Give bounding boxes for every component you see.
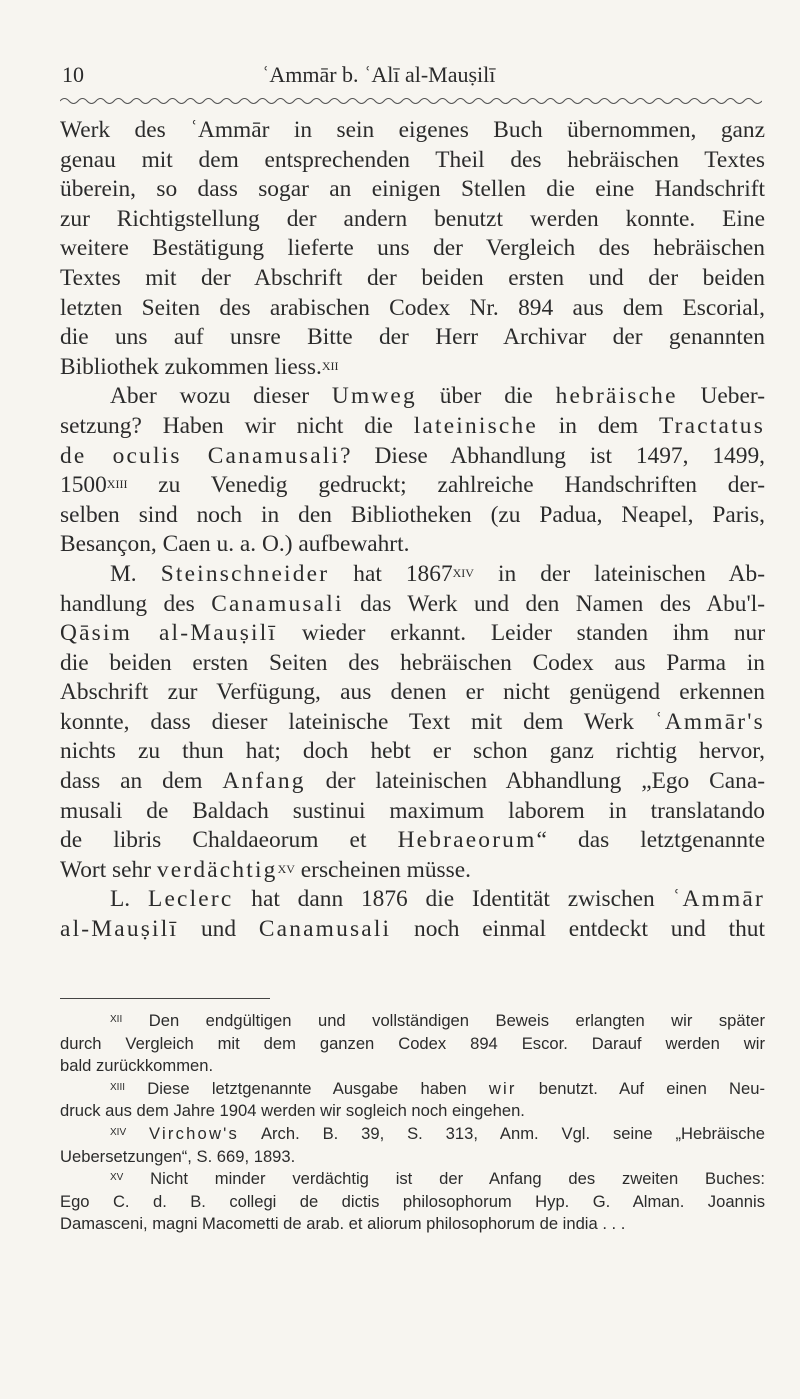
footnote-line: bald zurückkommen. — [60, 1056, 214, 1076]
footnote-line: druck aus dem Jahre 1904 werden wir sogleich noch eingehen. — [60, 1101, 525, 1121]
text-line: $1500^{XIII}$ zu Venedig gedruckt; zahlreiche Handschriften der- — [60, 472, 765, 499]
text-line: dass an dem Anfang der lateinischen Abhandlung „Ego Cana- — [60, 768, 765, 795]
text-line: Qāsim al-Mauṣilī wieder erkannt. Leider standen ihm nur — [60, 620, 766, 647]
text-line: selben sind noch in den Bibliotheken (zu Padua, Neapel, Paris, — [60, 501, 765, 528]
footnote-ref: XIII — [106, 477, 128, 492]
footnote-ref: XIV — [452, 565, 474, 580]
text-line: M. Steinschneider hat $1867^{XIV}$ in der lateinischen Ab- — [110, 560, 765, 587]
text-line: Werk des ʿAmmār in sein eigenes Buch übernommen, ganz — [60, 117, 765, 143]
running-header — [62, 62, 762, 96]
text-line: Besançon, Caen u. a. O.) aufbewahrt. — [60, 531, 410, 558]
text-line: al-Mauṣilī und Canamusali noch einmal entdeckt und thut — [60, 916, 765, 943]
text-line: überein, so dass sogar an einigen Stellen die eine Handschrift — [60, 176, 765, 203]
text-line: Wort sehr verdächtig$^{XV}$ erscheinen müsse. — [60, 856, 471, 883]
text-line: Textes mit der Abschrift der beiden ersten und der beiden — [60, 264, 765, 291]
footnote-separator — [60, 998, 270, 999]
text-line: konnte, dass dieser lateinische Text mit dem Werk ʿAmmār's — [60, 708, 765, 735]
running-title: ʿAmmār b. ʿAlī al-Mauṣilī — [262, 62, 496, 87]
text-line: L. Leclerc hat dann 1876 die Identität zwischen ʿAmmār — [110, 886, 765, 913]
footnote-line: Damasceni, magni Macometti de arab. et aliorum philosophorum de india . . . — [60, 1214, 626, 1234]
text-line: Abschrift zur Verfügung, aus denen er nicht genügend erkennen — [60, 679, 765, 706]
text-line: genau mit dem entsprechenden Theil des hebräischen Textes — [60, 146, 765, 173]
text-line: handlung des Canamusali das Werk und den Namen des Abu'l- — [60, 590, 765, 617]
page-number: 10 — [62, 62, 84, 87]
text-line: Bibliothek zukommen liess.$^{XII}$ — [60, 353, 339, 380]
footnotes — [60, 1010, 765, 1236]
footnote-line: durch Vergleich mit dem ganzen Codex 894 Escor. Darauf werden wir — [60, 1033, 765, 1053]
footnote-line: $^{XIII}$ Diese letztgenannte Ausgabe haben wir benutzt. Auf einen Neu- — [110, 1078, 765, 1098]
text-line: musali de Baldach sustinui maximum laborem in translatando — [60, 797, 765, 824]
footnote-line: Uebersetzungen“, S. 669, 1893. — [60, 1146, 296, 1166]
text-line: weitere Bestätigung lieferte uns der Vergleich des hebräischen — [60, 235, 765, 262]
footnote-ref: XII — [321, 358, 339, 373]
text-line: de oculis Canamusali? Diese Abhandlung ist 1497, 1499, — [60, 442, 765, 469]
text-line: die uns auf unsre Bitte der Herr Archivar der genannten — [60, 324, 765, 351]
footnote-ref: XV — [277, 861, 295, 876]
text-line: de libris Chaldaeorum et Hebraeorum“ das letztgenannte — [60, 827, 765, 854]
footnote-line: $^{XV}$ Nicht minder verdächtig ist der Anfang des zweiten Buches: — [110, 1169, 765, 1189]
text-line: letzten Seiten des arabischen Codex Nr. 894 aus dem Escorial, — [60, 294, 765, 321]
text-line: Aber wozu dieser Umweg über die hebräische Ueber- — [110, 383, 765, 410]
footnote-line: $^{XII}$ Den endgültigen und vollständigen Beweis erlangten wir später — [110, 1011, 765, 1030]
wavy-rule — [60, 95, 762, 107]
text-line: die beiden ersten Seiten des hebräischen Codex aus Parma in — [60, 649, 765, 676]
footnote-line: Ego C. d. B. collegi de dictis philosophorum Hyp. G. Alman. Joannis — [60, 1191, 765, 1211]
text-line: zur Richtigstellung der andern benutzt werden konnte. Eine — [60, 205, 765, 232]
text-line: setzung? Haben wir nicht die lateinische in dem Tractatus — [60, 412, 765, 439]
main-text — [60, 116, 765, 945]
text-line: nichts zu thun hat; doch hebt er schon ganz richtig hervor, — [60, 738, 765, 765]
footnote-line: $^{XIV}$ Virchow's Arch. B. 39, S. 313, Anm. Vgl. seine „Hebräische — [110, 1123, 765, 1143]
